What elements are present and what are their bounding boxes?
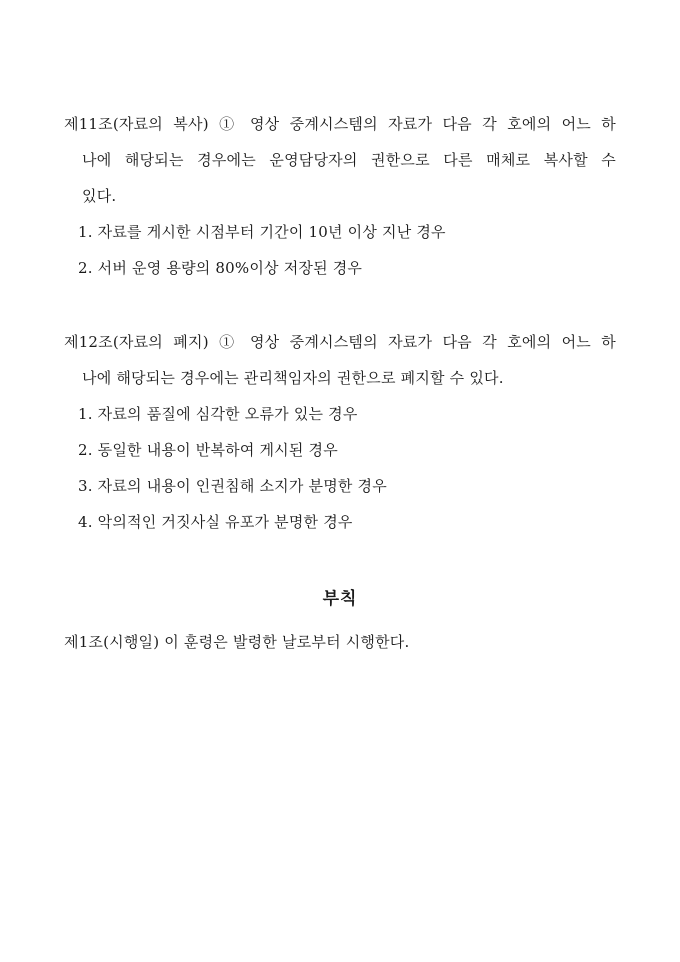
article-11-item-1: 1. 자료를 게시한 시점부터 기간이 10년 이상 지난 경우	[78, 223, 446, 241]
article-12-line-2: 나에 해당되는 경우에는 관리책임자의 권한으로 폐지할 수 있다.	[82, 369, 504, 387]
article-12-line-1: 제12조(자료의 폐지) ① 영상 중계시스템의 자료가 다음 각 호에의 어느 하	[64, 333, 616, 351]
article-12-item-4: 4. 악의적인 거짓사실 유포가 분명한 경우	[78, 513, 353, 531]
article-12-item-2: 2. 동일한 내용이 반복하여 게시된 경우	[78, 441, 338, 459]
article-11-line-1: 제11조(자료의 복사) ① 영상 중계시스템의 자료가 다음 각 호에의 어느 하	[64, 115, 616, 133]
article-11-line-3: 있다.	[82, 187, 117, 205]
article-12-item-3: 3. 자료의 내용이 인권침해 소지가 분명한 경우	[78, 477, 387, 495]
article-11-item-2: 2. 서버 운영 용량의 80%이상 저장된 경우	[78, 259, 363, 277]
addendum-article-1: 제1조(시행일) 이 훈령은 발령한 날로부터 시행한다.	[64, 633, 410, 651]
addendum-heading: 부칙	[322, 589, 358, 609]
article-12-item-1: 1. 자료의 품질에 심각한 오류가 있는 경우	[78, 405, 358, 423]
article-11-line-2: 나에 해당되는 경우에는 운영담당자의 권한으로 다른 매체로 복사할 수	[82, 151, 616, 169]
